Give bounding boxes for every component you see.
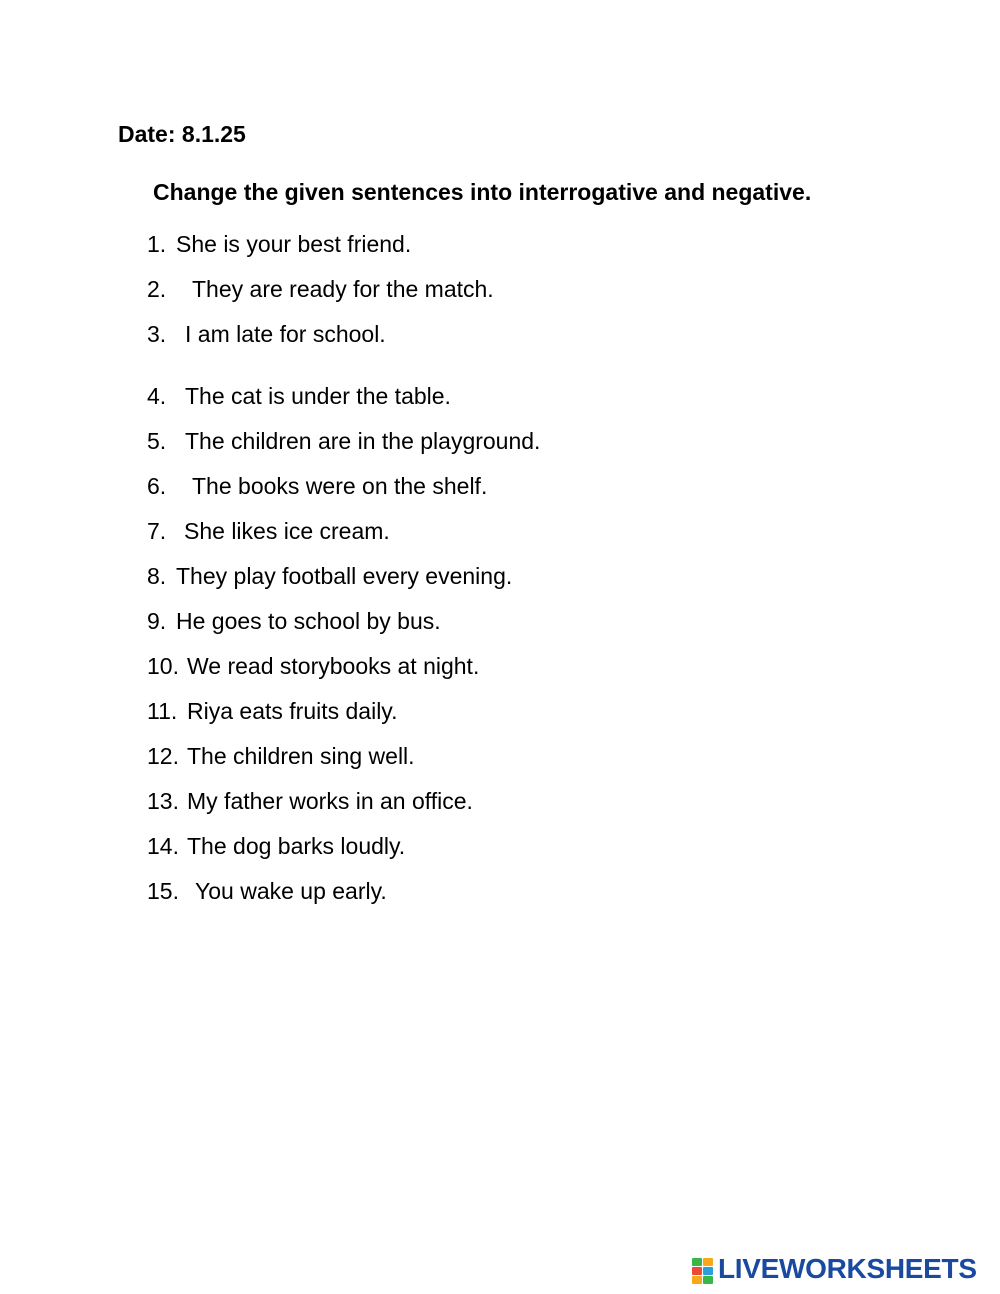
- list-item: 12. The children sing well.: [147, 743, 415, 769]
- list-item: 2. They are ready for the match.: [147, 276, 494, 302]
- list-item: 5. The children are in the playground.: [147, 428, 541, 454]
- list-item: 3. I am late for school.: [147, 321, 386, 347]
- date-label: Date: 8.1.25: [118, 121, 246, 147]
- instruction-heading: Change the given sentences into interrogative and negative.: [153, 179, 812, 205]
- liveworksheets-logo: [692, 1252, 977, 1286]
- list-item: 9. He goes to school by bus.: [147, 608, 441, 634]
- list-item: 10. We read storybooks at night.: [147, 653, 480, 679]
- list-item: 13. My father works in an office.: [147, 788, 473, 814]
- list-item: 4. The cat is under the table.: [147, 383, 451, 409]
- list-item: 11. Riya eats fruits daily.: [147, 698, 398, 724]
- list-item: 8. They play football every evening.: [147, 563, 513, 589]
- liveworksheets-logo-text: LIVEWORKSHEETS: [718, 1253, 977, 1284]
- list-item: 6. The books were on the shelf.: [147, 473, 488, 499]
- list-item: 7. She likes ice cream.: [147, 518, 390, 544]
- list-item: 1. She is your best friend.: [147, 231, 412, 257]
- list-item: 14. The dog barks loudly.: [147, 833, 406, 859]
- liveworksheets-logo-icon: [692, 1255, 714, 1283]
- list-item: 15. You wake up early.: [147, 878, 387, 904]
